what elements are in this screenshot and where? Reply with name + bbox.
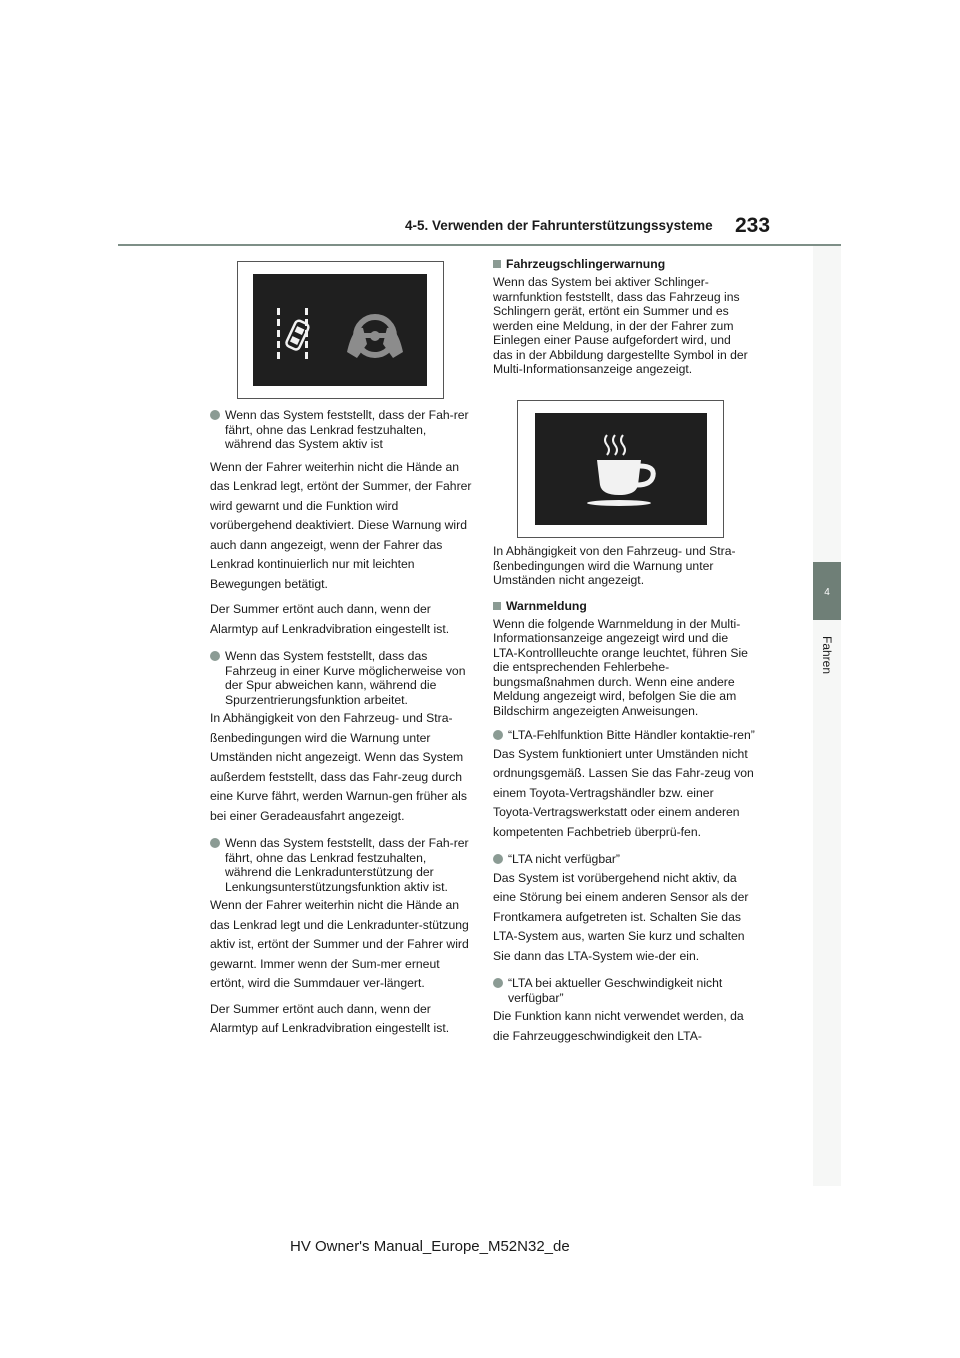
paragraph: Die Funktion kann nicht verwendet werden, da die Fahrzeuggeschwindigkeit den LTA- <box>493 1009 744 1043</box>
chapter-tab-label: Fahren <box>820 635 834 675</box>
bullet-icon <box>210 651 220 661</box>
paragraph: Wenn der Fahrer weiterhin nicht die Hände an das Lenkrad legt und die Lenkradunter-stützung aktiv ist, ertönt der Summer und der Fahrer wird gewarnt. Immer wenn der Sum-mer erneut ertönt, wird die Summdauer ver-längert. <box>210 898 469 990</box>
figure-steering-warning <box>237 261 444 399</box>
list-item: “LTA-Fehlfunktion Bitte Händler kontaktie-ren” <box>493 728 755 743</box>
section-title: 4-5. Verwenden der Fahrunterstützungssysteme <box>405 218 713 233</box>
list-item: “LTA bei aktueller Geschwindigkeit nicht verfügbar” <box>493 976 755 1005</box>
square-bullet-icon <box>493 260 501 268</box>
page-number: 233 <box>735 214 771 237</box>
list-item: Wenn das System feststellt, dass das Fahrzeug in einer Kurve möglicherweise von der Spur abweichen kann, während die Spurzentrierungsfunktion arbeitet. <box>210 649 472 707</box>
list-item: Wenn das System feststellt, dass der Fah-rer fährt, ohne das Lenkrad festzuhalten, während die Lenkradunterstützung der Lenkungsunterstützungsfunktion aktiv ist. <box>210 836 472 894</box>
paragraph: Der Summer ertönt auch dann, wenn der Alarmtyp auf Lenkradvibration eingestellt ist. <box>210 602 450 636</box>
paragraph: Wenn der Fahrer weiterhin nicht die Hände an das Lenkrad legt, ertönt der Summer, der Fahrer wird gewarnt und die Funktion wird vorübergehend deaktiviert. Diese Warnung wird auch dann angezeigt, wenn der Fahrer das Lenkrad kontinuierlich nur mit leichten Bewegungen betätigt. <box>210 459 472 591</box>
paragraph: Der Summer ertönt auch dann, wenn der Alarmtyp auf Lenkradvibration eingestellt ist. <box>210 1001 450 1035</box>
paragraph: Wenn das System bei aktiver Schlinger-warnfunktion feststellt, dass das Fahrzeug ins Schlingern gerät, ertönt ein Summer und es werden eine Meldung, in der der Fahrer zum Einlegen einer Pause aufgefordert wird, und das in der Abbildung dargestellte Symbol in der Multi-Informationsanzeige angezeigt. <box>493 275 748 376</box>
list-item: Wenn das System feststellt, dass der Fah-rer fährt, ohne das Lenkrad festzuhalten, während das System aktiv ist <box>210 408 472 452</box>
display-screen <box>253 274 427 386</box>
paragraph: In Abhängigkeit von den Fahrzeug- und Stra-ßenbedingungen wird die Warnung unter Umständen nicht angezeigt. Wenn das System außerdem feststellt, dass das Fahr-zeug durch eine Kurve fährt, werden Warnun-gen früher als bei einer Geradeausfahrt angezeigt. <box>210 711 467 823</box>
display-screen <box>535 413 707 525</box>
square-bullet-icon <box>493 602 501 610</box>
coffee-cup-icon <box>535 413 707 525</box>
header-rule <box>118 244 841 246</box>
paragraph: In Abhängigkeit von den Fahrzeug- und Stra-ßenbedingungen wird die Warnung unter Umständen nicht angezeigt. <box>493 544 736 587</box>
bullet-icon <box>493 978 503 988</box>
subheading: Fahrzeugschlingerwarnung <box>493 256 751 272</box>
paragraph: Das System funktioniert unter Umständen nicht ordnungsgemäß. Lassen Sie das Fahr-zeug von einem Toyota-Vertragshändler bzw. einer Toyota-Vertragswerkstatt oder einem anderen kompetenten Fachbetrieb überprü-fen. <box>493 746 754 839</box>
subheading: Warnmeldung <box>493 598 755 614</box>
paragraph: Das System ist vorübergehend nicht aktiv, da eine Störung bei einem anderen Sensor als der Frontkamera aufgetreten ist. Schalten Sie das LTA-System aus, warten Sie kurz und schalten Sie dann das LTA-System wie-der ein. <box>493 870 749 963</box>
bullet-icon <box>210 410 220 420</box>
paragraph: Wenn die folgende Warnmeldung in der Multi-Informationsanzeige angezeigt wird und die LTA-Kontrollleuchte orange leuchtet, führen Sie die entsprechenden Fehlerbehe-bungsmaßnahmen durch. Wenn eine andere Meldung angezeigt wird, befolgen Sie die am Bildschirm angezeigten Anweisungen. <box>493 616 748 718</box>
hands-on-wheel-icon <box>347 317 403 358</box>
bullet-icon <box>493 730 503 740</box>
bullet-icon <box>210 838 220 848</box>
chapter-tab-bar <box>813 246 841 1186</box>
figure-coffee-warning <box>517 400 724 538</box>
lane-departure-icon <box>253 274 427 386</box>
bullet-icon <box>493 854 503 864</box>
chapter-tab-number: 4 <box>824 587 830 598</box>
footer-text: HV Owner's Manual_Europe_M52N32_de <box>290 1238 570 1255</box>
list-item: “LTA nicht verfügbar” <box>493 852 755 867</box>
